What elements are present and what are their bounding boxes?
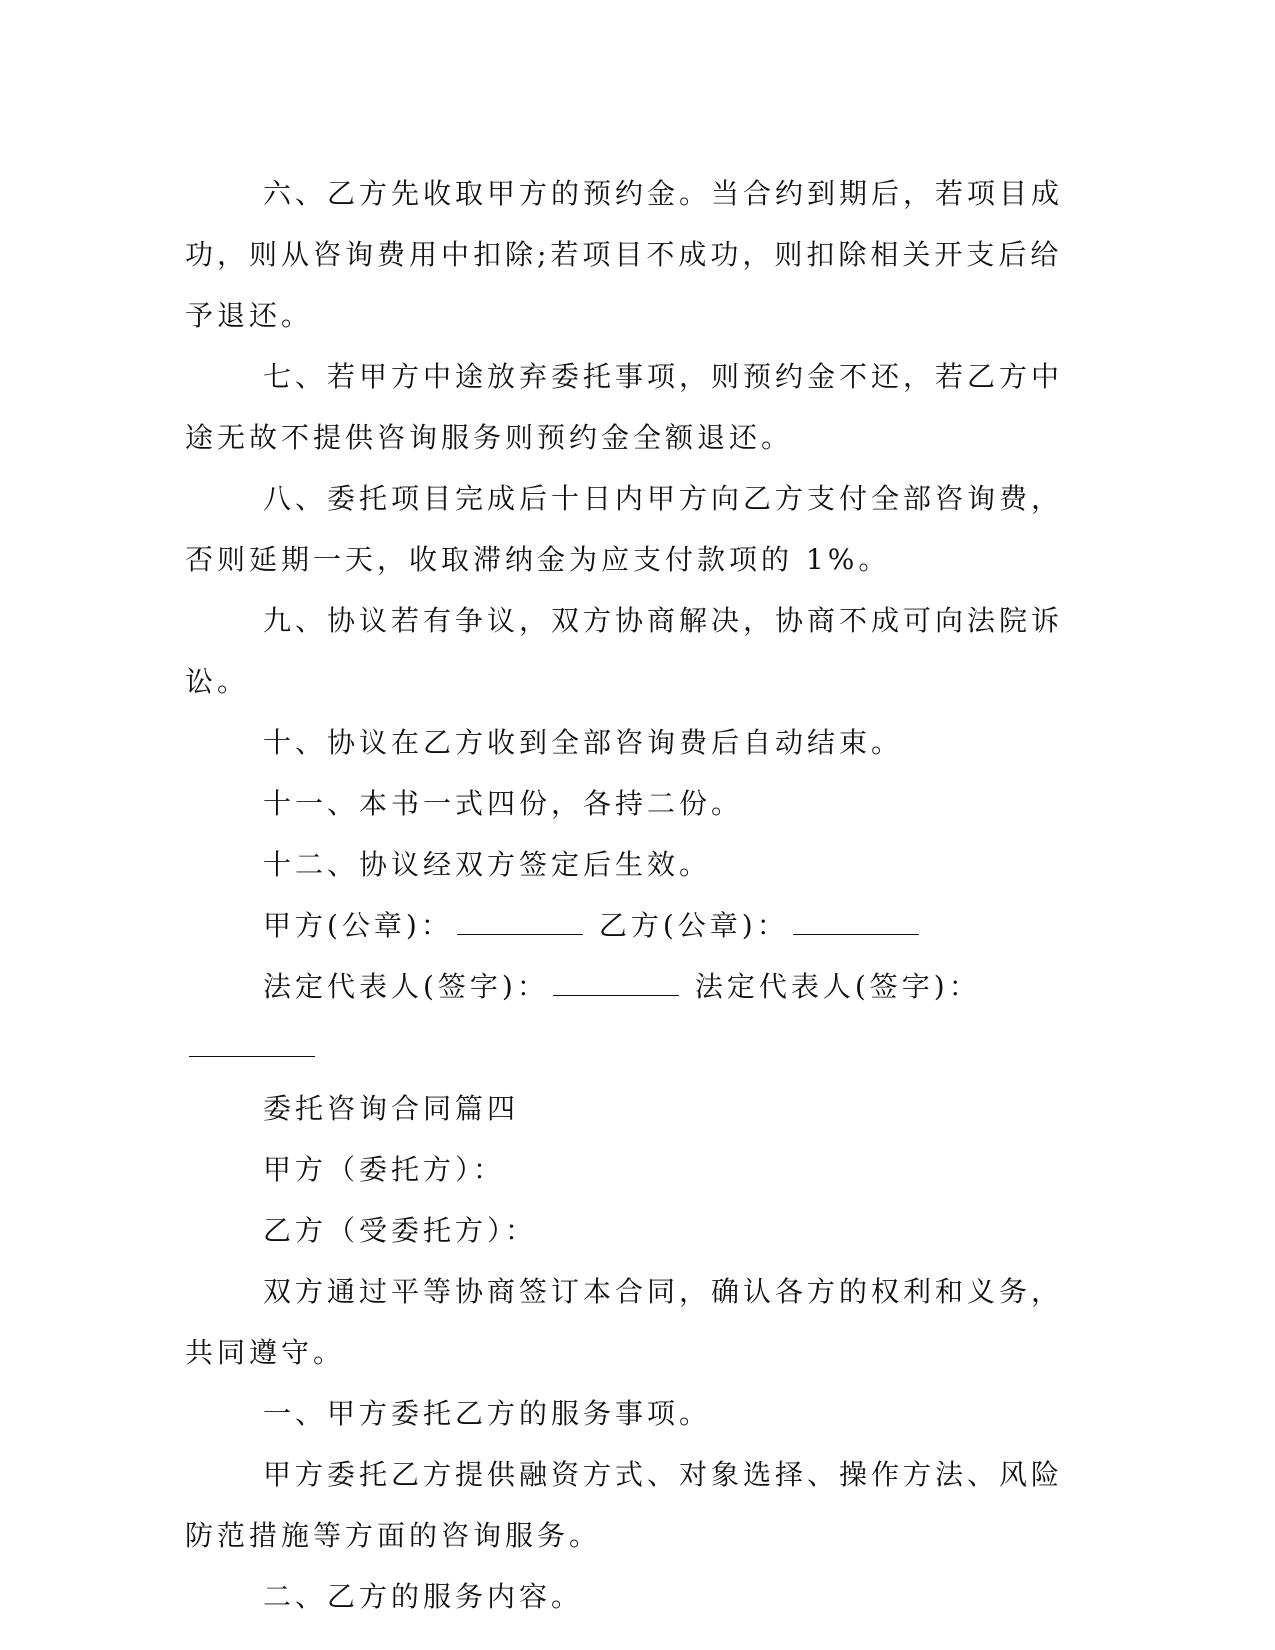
rep-a-label: 法定代表人(签字)： — [263, 970, 549, 1003]
document-body — [185, 163, 1077, 1627]
seal-line — [185, 895, 1077, 956]
rep-a-signature-blank[interactable] — [553, 973, 679, 996]
clause-7: 七、若甲方中途放弃委托事项，则预约金不还，若乙方中途无故不提供咨询服务则预约金全额退还。 — [185, 360, 1064, 454]
clause-10: 十、协议在乙方收到全部咨询费后自动结束。 — [263, 726, 904, 759]
representative-line — [185, 956, 1077, 1078]
party-a-seal-label: 甲方(公章)： — [263, 909, 453, 942]
item-1-body: 甲方委托乙方提供融资方式、对象选择、操作方法、风险防范措施等方面的咨询服务。 — [185, 1458, 1064, 1552]
intro-paragraph: 双方通过平等协商签订本合同，确认各方的权利和义务，共同遵守。 — [185, 1275, 1064, 1369]
party-b-line: 乙方（受委托方）： — [263, 1214, 538, 1247]
item-1-title: 一、甲方委托乙方的服务事项。 — [263, 1397, 712, 1430]
clause-9: 九、协议若有争议，双方协商解决，协商不成可向法院诉讼。 — [185, 604, 1064, 698]
party-b-seal-blank[interactable] — [793, 912, 919, 935]
clause-12: 十二、协议经双方签定后生效。 — [263, 848, 712, 881]
rep-b-signature-blank[interactable] — [189, 1034, 315, 1057]
clause-8: 八、委托项目完成后十日内甲方向乙方支付全部咨询费，否则延期一天，收取滞纳金为应支付款项的 1%。 — [185, 482, 1064, 576]
item-2-title: 二、乙方的服务内容。 — [263, 1580, 584, 1613]
party-b-seal-label: 乙方(公章)： — [598, 909, 789, 942]
section-title: 委托咨询合同篇四 — [263, 1092, 520, 1125]
clause-6: 六、乙方先收取甲方的预约金。当合约到期后，若项目成功，则从咨询费用中扣除;若项目不成功，则扣除相关开支后给予退还。 — [185, 177, 1064, 332]
clause-11: 十一、本书一式四份，各持二份。 — [263, 787, 744, 820]
rep-b-label: 法定代表人(签字)： — [694, 970, 981, 1003]
party-a-seal-blank[interactable] — [457, 912, 583, 935]
party-a-line: 甲方（委托方）： — [263, 1153, 506, 1186]
